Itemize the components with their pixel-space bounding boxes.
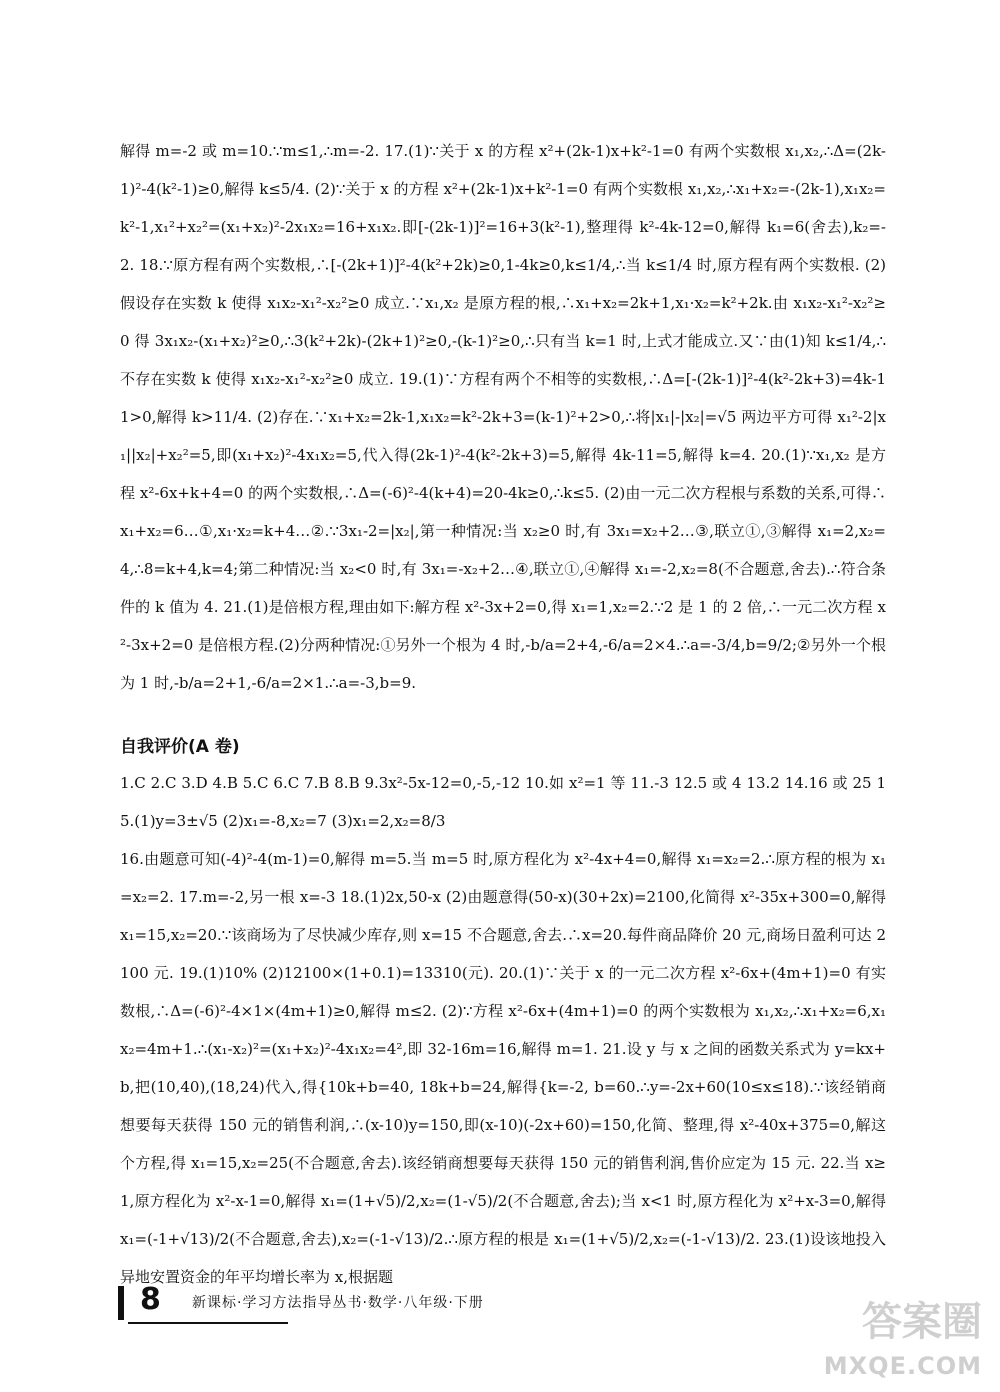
watermark-logo-text: 答案圈 bbox=[862, 1299, 982, 1345]
answer-text-block-3: 16.由题意可知(-4)²-4(m-1)=0,解得 m=5.当 m=5 时,原方程化为 x²-4x+4=0,解得 x₁=x₂=2.∴原方程的根为 x₁=x₂=2. 17.m=-2,另一根 x=-3 18.(1)2x,50-x (2)由题意得(50-x)(30+2x)=2100,化简得 x²-35x+300=0,解得 x₁=15,x₂=20.∵该商场为了尽快减少库存,则 x=15 不合题意,舍去.∴x=20.每件商品降价 20 元,商场日盈利可达 2100 元. 19.(1)10% (2)12100×(1+0.1)=13310(元). 20.(1)∵关于 x 的一元二次方程 x²-6x+(4m+1)=0 有实数根,∴Δ=(-6)²-4×1×(4m+1)≥0,解得 m≤2. (2)∵方程 x²-6x+(4m+1)=0 的两个实数根为 x₁,x₂,∴x₁+x₂=6,x₁x₂=4m+1.∴(x₁-x₂)²=(x₁+x₂)²-4x₁x₂=4²,即 32-16m=16,解得 m=1. 21.设 y 与 x 之间的函数关系式为 y=kx+b,把(10,40),(18,24)代入,得{10k+b=40, 18k+b=24,解得{k=-2, b=60.∴y=-2x+60(10≤x≤18).∵该经销商想要每天获得 150 元的销售利润,∴(x-10)y=150,即(x-10)(-2x+60)=150,化简、整理,得 x²-40x+375=0,解这个方程,得 x₁=15,x₂=25(不合题意,舍去).该经销商想要每天获得 150 元的销售利润,售价应定为 15 元. 22.当 x≥1,原方程化为 x²-x-1=0,解得 x₁=(1+√5)/2,x₂=(1-√5)/2(不合题意,舍去);当 x<1 时,原方程化为 x²+x-3=0,解得 x₁=(-1+√13)/2(不合题意,舍去),x₂=(-1-√13)/2.∴原方程的根是 x₁=(1+√5)/2,x₂=(-1-√13)/2. 23.(1)设该地投入异地安置资金的年平均增长率为 x,根据题 bbox=[120, 850, 886, 1286]
answer-text-block-1: 解得 m=-2 或 m=10.∵m≤1,∴m=-2. 17.(1)∵关于 x 的方程 x²+(2k-1)x+k²-1=0 有两个实数根 x₁,x₂,∴Δ=(2k-1)²-4(k²-1)≥0,解得 k≤5/4. (2)∵关于 x 的方程 x²+(2k-1)x+k²-1=0 有两个实数根 x₁,x₂,∴x₁+x₂=-(2k-1),x₁x₂=k²-1,x₁²+x₂²=(x₁+x₂)²-2x₁x₂=16+x₁x₂.即[-(2k-1)]²=16+3(k²-1),整理得 k²-4k-12=0,解得 k₁=6(舍去),k₂=-2. 18.∵原方程有两个实数根,∴[-(2k+1)]²-4(k²+2k)≥0,1-4k≥0,k≤1/4,∴当 k≤1/4 时,原方程有两个实数根. (2)假设存在实数 k 使得 x₁x₂-x₁²-x₂²≥0 成立.∵x₁,x₂ 是原方程的根,∴x₁+x₂=2k+1,x₁·x₂=k²+2k.由 x₁x₂-x₁²-x₂²≥0 得 3x₁x₂-(x₁+x₂)²≥0,∴3(k²+2k)-(2k+1)²≥0,-(k-1)²≥0,∴只有当 k=1 时,上式才能成立.又∵由(1)知 k≤1/4,∴不存在实数 k 使得 x₁x₂-x₁²-x₂²≥0 成立. 19.(1)∵方程有两个不相等的实数根,∴Δ=[-(2k-1)]²-4(k²-2k+3)=4k-11>0,解得 k>11/4. (2)存在.∵x₁+x₂=2k-1,x₁x₂=k²-2k+3=(k-1)²+2>0,∴将|x₁|-|x₂|=√5 两边平方可得 x₁²-2|x₁||x₂|+x₂²=5,即(x₁+x₂)²-4x₁x₂=5,代入得(2k-1)²-4(k²-2k+3)=5,解得 4k-11=5,解得 k=4. 20.(1)∵x₁,x₂ 是方程 x²-6x+k+4=0 的两个实数根,∴Δ=(-6)²-4(k+4)=20-4k≥0,∴k≤5. (2)由一元二次方程根与系数的关系,可得∴x₁+x₂=6…①,x₁·x₂=k+4…②.∵3x₁-2=|x₂|,第一种情况:当 x₂≥0 时,有 3x₁=x₂+2…③,联立①,③解得 x₁=2,x₂=4,∴8=k+4,k=4;第二种情况:当 x₂<0 时,有 3x₁=-x₂+2…④,联立①,④解得 x₁=-2,x₂=8(不合题意,舍去).∴符合条件的 k 值为 4. 21.(1)是倍根方程,理由如下:解方程 x²-3x+2=0,得 x₁=1,x₂=2.∵2 是 1 的 2 倍,∴一元二次方程 x²-3x+2=0 是倍根方程.(2)分两种情况:①另外一个根为 4 时,-b/a=2+4,-6/a=2×4.∴a=-3/4,b=9/2;②另外一个根为 1 时,-b/a=2+1,-6/a=2×1.∴a=-3,b=9. bbox=[120, 142, 886, 692]
answer-text-block-2: 1.C 2.C 3.D 4.B 5.C 6.C 7.B 8.B 9.3x²-5x-12=0,-5,-12 10.如 x²=1 等 11.-3 12.5 或 4 13.2 14.16 或 25 15.(1)y=3±√5 (2)x₁=-8,x₂=7 (3)x₁=2,x₂=8/3 bbox=[120, 774, 886, 830]
footer-rule bbox=[128, 1322, 288, 1324]
book-series-title: 新课标·学习方法指导丛书·数学·八年级·下册 bbox=[192, 1295, 484, 1311]
footer-bar bbox=[118, 1286, 124, 1320]
watermark-domain: MXQE.COM bbox=[823, 1352, 982, 1380]
page-footer bbox=[118, 1282, 878, 1322]
page-number: 8 bbox=[140, 1282, 161, 1317]
section-title: 自我评价(A 卷) bbox=[120, 737, 240, 757]
site-watermark bbox=[822, 1290, 982, 1380]
